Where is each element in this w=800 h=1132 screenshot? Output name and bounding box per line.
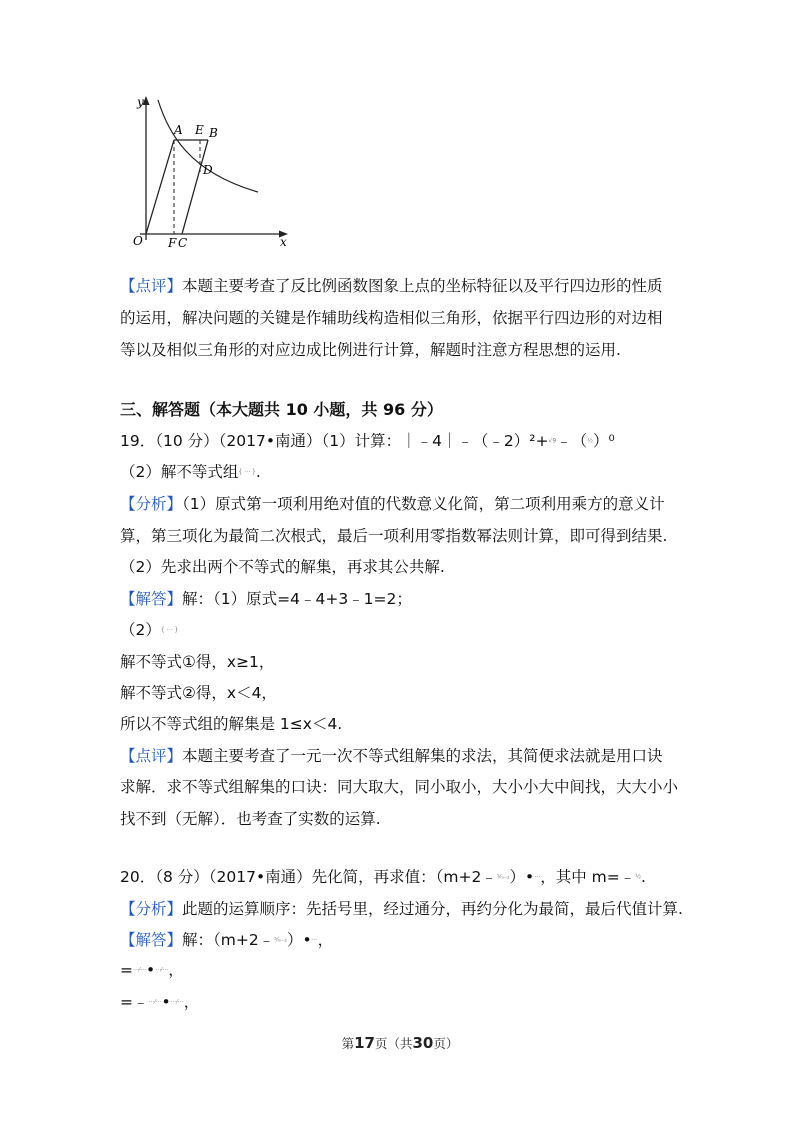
q19-text2: （2）解不等式组 <box>120 463 239 481</box>
fraction-formula: ⋯⁄⋯ <box>148 998 162 1006</box>
label-F: F <box>168 236 177 250</box>
answer-text: 解：（1）原式=4﹣4+3﹣1=2； <box>182 590 412 608</box>
answer-tag: 【解答】 <box>120 590 183 608</box>
q20-text-b: ）• <box>509 868 535 886</box>
total-pages: 30 <box>412 1034 434 1052</box>
analysis-tag: 【分析】 <box>120 900 183 918</box>
answer19-line1 <box>120 589 412 609</box>
answer19-line3: 解不等式①得，x≥1， <box>120 653 275 671</box>
answer-text-b: • <box>161 993 171 1011</box>
footer-pre: 第 <box>341 1036 355 1051</box>
answer-text-a: = <box>120 961 133 979</box>
label-y: y <box>137 95 144 109</box>
answer-text-c: ， <box>183 993 200 1011</box>
fraction-formula: ⋯ <box>534 873 541 881</box>
analysis19-line2: 算，第三项化为最简二次根式，最后一项利用零指数幂法则计算，即可得到结果. <box>120 527 668 545</box>
answer-text-c: ， <box>168 961 184 979</box>
comment-tag: 【点评】 <box>120 277 183 295</box>
label-A: A <box>174 123 183 137</box>
q20-text-c: ，其中 m=﹣ <box>540 868 636 886</box>
answer19-line4: 解不等式②得，x＜4， <box>120 684 277 702</box>
section-title: 三、解答题（本大题共 10 小题，共 96 分） <box>120 400 443 419</box>
hyperbola-curve <box>158 100 258 192</box>
segment-BC <box>182 140 208 234</box>
answer-text-a: =﹣ <box>120 993 149 1011</box>
label-C: C <box>178 236 188 250</box>
fraction-formula: ⋯⁄⋯ <box>155 966 169 974</box>
answer-tag: 【解答】 <box>120 931 183 949</box>
fraction-formula: ½ <box>587 437 593 445</box>
answer20-line3 <box>120 992 199 1013</box>
answer-text2: （2） <box>120 621 161 639</box>
fraction-formula: ⋯⁄⋯ <box>170 998 184 1006</box>
answer20-line2 <box>120 960 184 981</box>
label-O: O <box>133 234 143 248</box>
comment18-line1 <box>120 276 663 296</box>
footer-post: 页） <box>433 1036 459 1051</box>
analysis19-line1 <box>120 494 665 514</box>
comment18-line3: 等以及相似三角形的对应边成比例进行计算，解题时注意方程思想的运用. <box>120 341 621 359</box>
answer19-line2 <box>120 620 178 641</box>
analysis-text: 此题的运算顺序：先括号里，经过通分，再约分化为最简，最后代值计算. <box>182 900 683 918</box>
label-x: x <box>280 235 287 249</box>
page-number: 17 <box>354 1034 375 1052</box>
geometry-figure <box>128 92 298 252</box>
footer-mid: 页（共 <box>374 1036 413 1051</box>
analysis19-line3: （2）先求出两个不等式的解集，再求其公共解. <box>120 558 445 576</box>
comment-text: 本题主要考查了反比例函数图象上点的坐标特征以及平行四边形的性质 <box>182 277 663 295</box>
label-D: D <box>203 163 213 177</box>
label-B: B <box>209 126 218 140</box>
fraction-formula: ⋯⁄⋯ <box>133 966 147 974</box>
inequality-system-formula: { ⋯ } <box>238 468 256 476</box>
label-E: E <box>195 123 204 137</box>
comment-tag: 【点评】 <box>120 747 183 765</box>
analysis-tag: 【分析】 <box>120 495 183 513</box>
q20-line1 <box>120 867 646 888</box>
answer-text-c: ， <box>317 931 334 949</box>
q19-text-tail: ﹣（ <box>556 432 588 450</box>
sqrt-9-formula: √9 <box>548 437 557 445</box>
comment19-line3: 找不到（无解）．也考查了实数的运算. <box>120 810 381 828</box>
q20-text-a: 20．（8 分）（2017•南通）先化简，再求值：（m+2﹣ <box>120 868 497 886</box>
answer-text-b: ）• <box>286 931 312 949</box>
fraction-formula: ½ <box>635 873 642 881</box>
fraction-formula: ⋯ <box>311 936 318 944</box>
page-footer <box>0 1034 800 1052</box>
analysis-text: （1）原式第一项利用绝对值的代数意义化简，第二项利用乘方的意义计 <box>182 495 665 513</box>
fraction-formula: ⁵⁄ₘ₋₂ <box>496 873 510 881</box>
q19-text-end: ）⁰ <box>592 432 615 450</box>
comment-text: 本题主要考查了一元一次不等式组解集的求法，其简便求法就是用口诀 <box>182 747 663 765</box>
answer20-line1 <box>120 930 333 951</box>
q19-line2 <box>120 462 261 483</box>
comment19-line1 <box>120 746 663 766</box>
q20-text-d: . <box>641 868 646 886</box>
analysis20-line1 <box>120 899 683 919</box>
fraction-formula: ⁵⁄ₘ₋₂ <box>274 936 287 944</box>
segment-OA <box>146 140 174 234</box>
comment18-line2: 的运用，解决问题的关键是作辅助线构造相似三角形，依据平行四边形的对边相 <box>120 309 663 327</box>
answer-text-a: 解：（m+2﹣ <box>182 931 275 949</box>
inequality-system-formula-2: { ⋯ } <box>160 626 179 634</box>
comment19-line2: 求解．求不等式组解集的口诀：同大取大，同小取小，大小小大中间找，大大小小 <box>120 778 679 796</box>
answer-text-b: • <box>146 961 156 979</box>
answer19-line5: 所以不等式组的解集是 1≤x＜4. <box>120 715 343 733</box>
q19-text: 19．（10 分）（2017•南通）（1）计算：｜﹣4｜﹣（﹣2）²+ <box>120 432 549 450</box>
q19-text2-end: . <box>255 463 261 481</box>
q19-line1 <box>120 431 615 452</box>
